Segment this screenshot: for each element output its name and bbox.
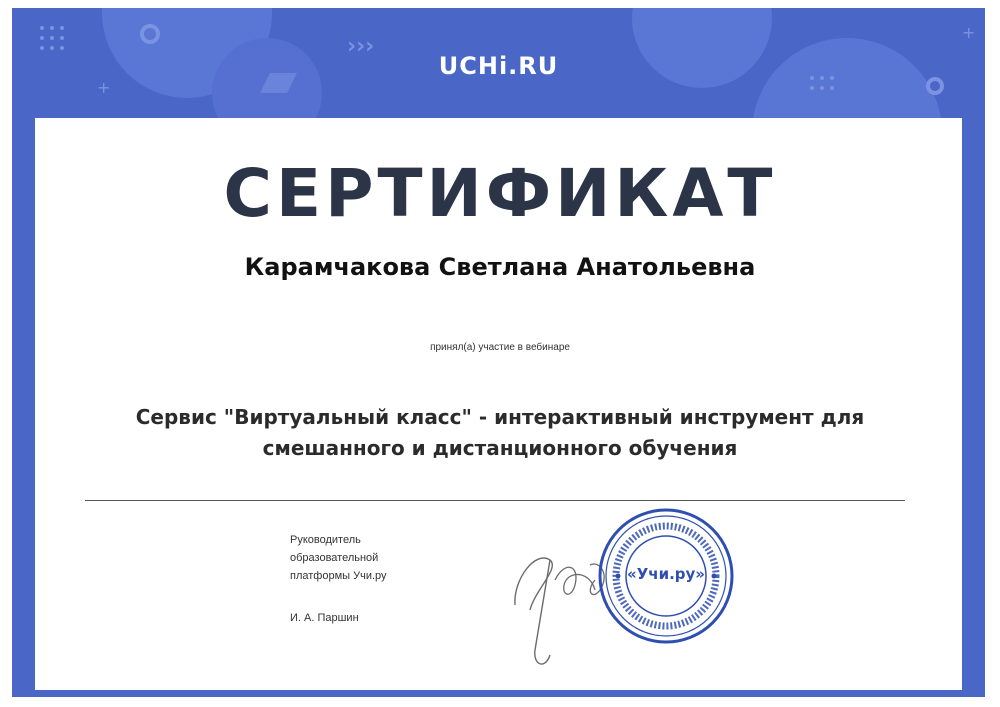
- participation-text: принял(а) участие в вебинаре: [430, 342, 570, 353]
- signer-role-line-3: платформы Учи.ру: [290, 570, 387, 582]
- signer-role-line-1: Руководитель: [290, 534, 361, 546]
- brand-logo: UCHi.RU: [438, 52, 559, 80]
- stamp-center-text: «Учи.ру»: [627, 565, 705, 583]
- divider-line: [85, 500, 905, 501]
- recipient-name: Карамчакова Светлана Анатольевна: [244, 253, 756, 281]
- webinar-title: [60, 402, 940, 464]
- svg-text:›››: ›››: [347, 34, 375, 59]
- signer-role: [290, 531, 450, 585]
- signer-role-line-2: образовательной: [290, 552, 379, 564]
- webinar-title-line-1: Сервис "Виртуальный класс" - интерактивный инструмент для: [135, 405, 865, 429]
- svg-text:+: +: [962, 23, 976, 42]
- webinar-title-line-2: смешанного и дистанционного обучения: [262, 436, 738, 460]
- svg-text:+: +: [97, 78, 111, 97]
- certificate-title: СЕРТИФИКАТ: [223, 155, 777, 232]
- signer-name: И. А. Паршин: [290, 612, 359, 624]
